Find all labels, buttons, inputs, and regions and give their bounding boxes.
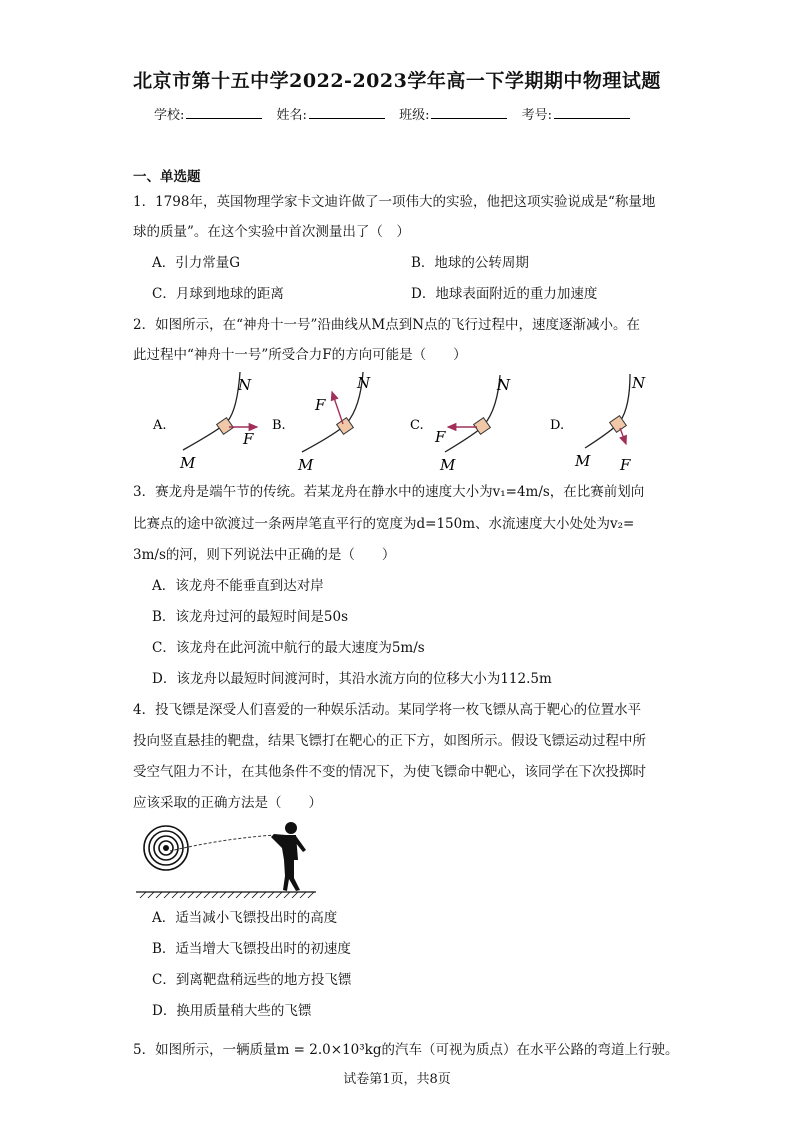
q2-option-c-diagram[interactable] — [410, 375, 511, 474]
q2-b-n: N — [357, 374, 371, 392]
q2-line1: 2．如图所示，在“神舟十一号”沿曲线从M点到N点的飞行过程中，速度逐渐减小。在 — [133, 317, 641, 333]
q2-label-c: C. — [410, 418, 424, 433]
q1-option-d[interactable]: D．地球表面附近的重力加速度 — [411, 286, 598, 302]
q4-option-c[interactable]: C．到离靶盘稍远些的地方投飞镖 — [152, 972, 352, 988]
q3-option-b[interactable]: B．该龙舟过河的最短时间是50s — [152, 609, 349, 625]
school-blank[interactable] — [186, 106, 262, 119]
q4-option-d[interactable]: D．换用质量稍大些的飞镖 — [152, 1003, 312, 1019]
q2-option-d-diagram[interactable] — [550, 374, 646, 474]
q1-line2: 球的质量”。在这个实验中首次测量出了（ ） — [133, 224, 410, 240]
class-blank[interactable] — [431, 106, 507, 119]
q2-diagrams — [145, 372, 665, 477]
q4-line1: 4．投飞镖是深受人们喜爱的一种娱乐活动。某同学将一枚飞镖从高于靶心的位置水平 — [133, 702, 642, 718]
q2-a-n: N — [238, 376, 252, 394]
q2-c-n: N — [497, 376, 511, 394]
q2-d-n: N — [632, 374, 646, 392]
q3-line1: 3．赛龙舟是端午节的传统。若某龙舟在静水中的速度大小为v₁=4m/s，在比赛前划向 — [133, 484, 645, 500]
thrower-figure-icon — [271, 822, 306, 891]
q3-option-a[interactable]: A．该龙舟不能垂直到达对岸 — [152, 578, 324, 594]
q4-option-a[interactable]: A．适当减小飞镖投出时的高度 — [152, 910, 338, 926]
q2-label-a: A. — [153, 418, 167, 433]
q2-label-d: D. — [550, 418, 565, 433]
school-label: 学校: — [154, 108, 185, 123]
ground-hatch — [136, 892, 316, 898]
q1-option-b[interactable]: B．地球的公转周期 — [411, 255, 529, 271]
q3-line2: 比赛点的途中欲渡过一条两岸笔直平行的宽度为d=150m、水流速度大小处处为v₂= — [133, 516, 635, 532]
q2-a-m: M — [180, 454, 196, 472]
q2-a-f: F — [243, 430, 254, 448]
student-info-row — [0, 104, 794, 123]
q2-d-f: F — [620, 456, 631, 474]
id-blank[interactable] — [554, 106, 630, 119]
section-heading: 一、单选题 — [133, 169, 201, 185]
q3-option-d[interactable]: D．该龙舟以最短时间渡河时，其沿水流方向的位移大小为112.5m — [152, 671, 552, 687]
q2-label-b: B. — [272, 418, 286, 433]
q1-line1: 1．1798年，英国物理学家卡文迪许做了一项伟大的实验，他把这项实验说成是“称量地 — [133, 194, 656, 210]
q3-option-c[interactable]: C．该龙舟在此河流中航行的最大速度为5m/s — [152, 640, 425, 656]
q2-option-a-diagram[interactable] — [152, 372, 257, 472]
q4-dart-diagram — [136, 818, 326, 903]
q2-b-m: M — [298, 456, 314, 474]
q2-line2: 此过程中“神舟十一号”所受合力F的方向可能是（ ） — [133, 347, 467, 363]
class-label: 班级: — [399, 108, 430, 123]
q5-line1: 5．如图所示，一辆质量m = 2.0×10³kg的汽车（可视为质点）在水平公路的弯道上行驶。 — [133, 1042, 679, 1058]
q2-option-b-diagram[interactable] — [272, 372, 371, 474]
q4-line2: 投向竖直悬挂的靶盘，结果飞镖打在靶心的正下方，如图所示。假设飞镖运动过程中所 — [133, 733, 646, 749]
q1-option-a[interactable]: A．引力常量G — [152, 255, 241, 271]
q4-option-b[interactable]: B．适当增大飞镖投出时的初速度 — [152, 941, 351, 957]
q2-d-m: M — [575, 452, 591, 470]
page-title: 北京市第十五中学2022-2023学年高一下学期期中物理试题 — [133, 70, 661, 92]
id-label: 考号: — [521, 108, 552, 123]
name-label: 姓名: — [276, 108, 307, 123]
q1-option-c[interactable]: C．月球到地球的距离 — [152, 286, 284, 302]
q2-b-f: F — [315, 396, 326, 414]
q4-line4: 应该采取的正确方法是（ ） — [133, 795, 322, 811]
name-blank[interactable] — [309, 106, 385, 119]
page-footer: 试卷第1页，共8页 — [343, 1072, 451, 1087]
q2-c-f: F — [435, 428, 446, 446]
q2-c-m: M — [440, 456, 456, 474]
q4-line3: 受空气阻力不计，在其他条件不变的情况下，为使飞镖命中靶心，该同学在下次投掷时 — [133, 764, 646, 780]
q3-line3: 3m/s的河，则下列说法中正确的是（ ） — [133, 547, 396, 563]
